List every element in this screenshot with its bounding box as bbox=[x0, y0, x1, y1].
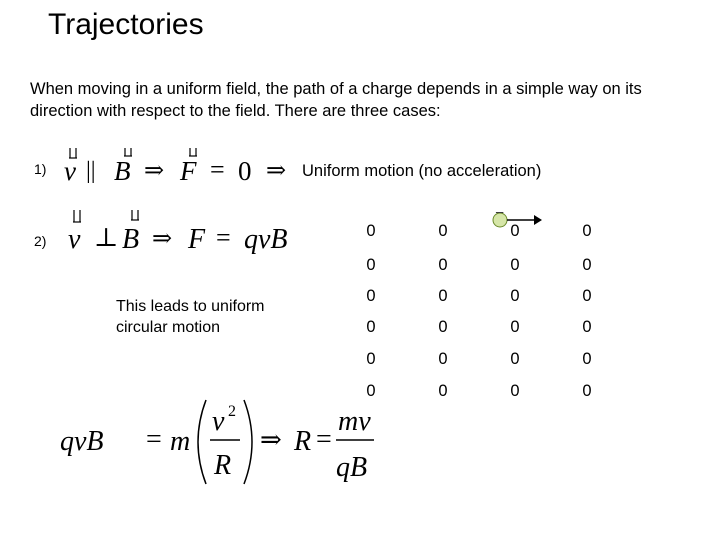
case-1-result: Uniform motion (no acceleration) bbox=[302, 162, 542, 180]
eq-implies: ⇒ bbox=[260, 425, 282, 454]
vector-arrow-B bbox=[124, 148, 132, 156]
case-1-v: v bbox=[64, 156, 76, 186]
eq-m: m bbox=[170, 426, 191, 457]
left-paren bbox=[198, 400, 206, 484]
field-symbol: 0 bbox=[510, 318, 520, 336]
field-symbol: 0 bbox=[438, 256, 448, 274]
case-1-zero: 0 bbox=[238, 156, 252, 186]
eq-numerator-v: v bbox=[212, 406, 225, 437]
charge-sign: − bbox=[495, 208, 505, 222]
eq-equals-2: = bbox=[316, 424, 332, 455]
case-1-implies-2: ⇒ bbox=[266, 158, 287, 184]
eq-denominator-R: R bbox=[214, 450, 232, 481]
circular-motion-note bbox=[116, 296, 316, 338]
note-line-2: circular motion bbox=[116, 319, 221, 336]
field-symbol: 0 bbox=[438, 350, 448, 368]
field-symbol: 0 bbox=[510, 222, 520, 240]
field-symbol: 0 bbox=[366, 350, 376, 368]
case-1-F: F bbox=[180, 156, 197, 186]
eq-denominator-qB: qB bbox=[336, 452, 368, 483]
vector-arrow-F bbox=[189, 148, 197, 156]
field-symbol: 0 bbox=[438, 318, 448, 336]
field-symbol: 0 bbox=[582, 382, 592, 400]
eq-numerator-mv: mv bbox=[338, 406, 371, 437]
slide-title: Trajectories bbox=[48, 8, 204, 41]
field-symbol: 0 bbox=[582, 256, 592, 274]
field-symbol: 0 bbox=[582, 287, 592, 305]
eq-R: R bbox=[294, 426, 312, 457]
field-symbol: 0 bbox=[366, 382, 376, 400]
vector-arrow-v2 bbox=[73, 210, 81, 222]
note-line-1: This leads to uniform bbox=[116, 298, 265, 315]
case-2-perp-symbol: ⊥ bbox=[94, 223, 119, 252]
field-symbol: 0 bbox=[366, 256, 376, 274]
field-symbol: 0 bbox=[582, 350, 592, 368]
case-1-number: 1) bbox=[34, 161, 47, 177]
right-paren bbox=[244, 400, 252, 484]
field-symbol: 0 bbox=[366, 222, 376, 240]
eq-exponent: 2 bbox=[228, 403, 236, 420]
case-1-equals: = bbox=[210, 155, 225, 184]
field-symbol: 0 bbox=[582, 222, 592, 240]
radius-equation bbox=[56, 396, 386, 490]
field-symbol: 0 bbox=[582, 318, 592, 336]
field-symbol: 0 bbox=[510, 350, 520, 368]
velocity-arrowhead bbox=[534, 215, 542, 225]
eq-equals: = bbox=[146, 424, 162, 455]
field-symbol: 0 bbox=[366, 318, 376, 336]
case-2-equals: = bbox=[216, 223, 231, 252]
intro-line-1: When moving in a uniform field, the path of a charge depends in a simple way on its bbox=[30, 80, 642, 98]
case-2-B: B bbox=[122, 224, 140, 255]
case-1-implies: ⇒ bbox=[144, 158, 165, 184]
field-symbol: 0 bbox=[366, 287, 376, 305]
field-symbol: 0 bbox=[510, 256, 520, 274]
field-symbol: 0 bbox=[438, 222, 448, 240]
case-2-equation bbox=[62, 206, 312, 258]
case-2-number: 2) bbox=[34, 233, 47, 249]
case-1-B: B bbox=[114, 156, 131, 186]
case-1-equation bbox=[60, 140, 300, 186]
case-1-parallel-symbol: || bbox=[86, 158, 96, 184]
field-symbol: 0 bbox=[510, 287, 520, 305]
case-2-v: v bbox=[68, 224, 81, 255]
intro-line-2: direction with respect to the field. There are three cases: bbox=[30, 102, 441, 120]
field-symbol: 0 bbox=[438, 287, 448, 305]
eq-lhs: qvB bbox=[60, 426, 104, 457]
case-2-implies: ⇒ bbox=[152, 226, 173, 252]
vector-arrow-B2 bbox=[131, 210, 139, 220]
field-symbol: 0 bbox=[438, 382, 448, 400]
magnetic-field-grid bbox=[356, 220, 620, 410]
field-symbol: 0 bbox=[510, 382, 520, 400]
intro-paragraph bbox=[30, 78, 710, 122]
case-2-rhs: qvB bbox=[244, 224, 288, 255]
moving-charge bbox=[486, 208, 546, 234]
case-2-F: F bbox=[188, 224, 206, 255]
